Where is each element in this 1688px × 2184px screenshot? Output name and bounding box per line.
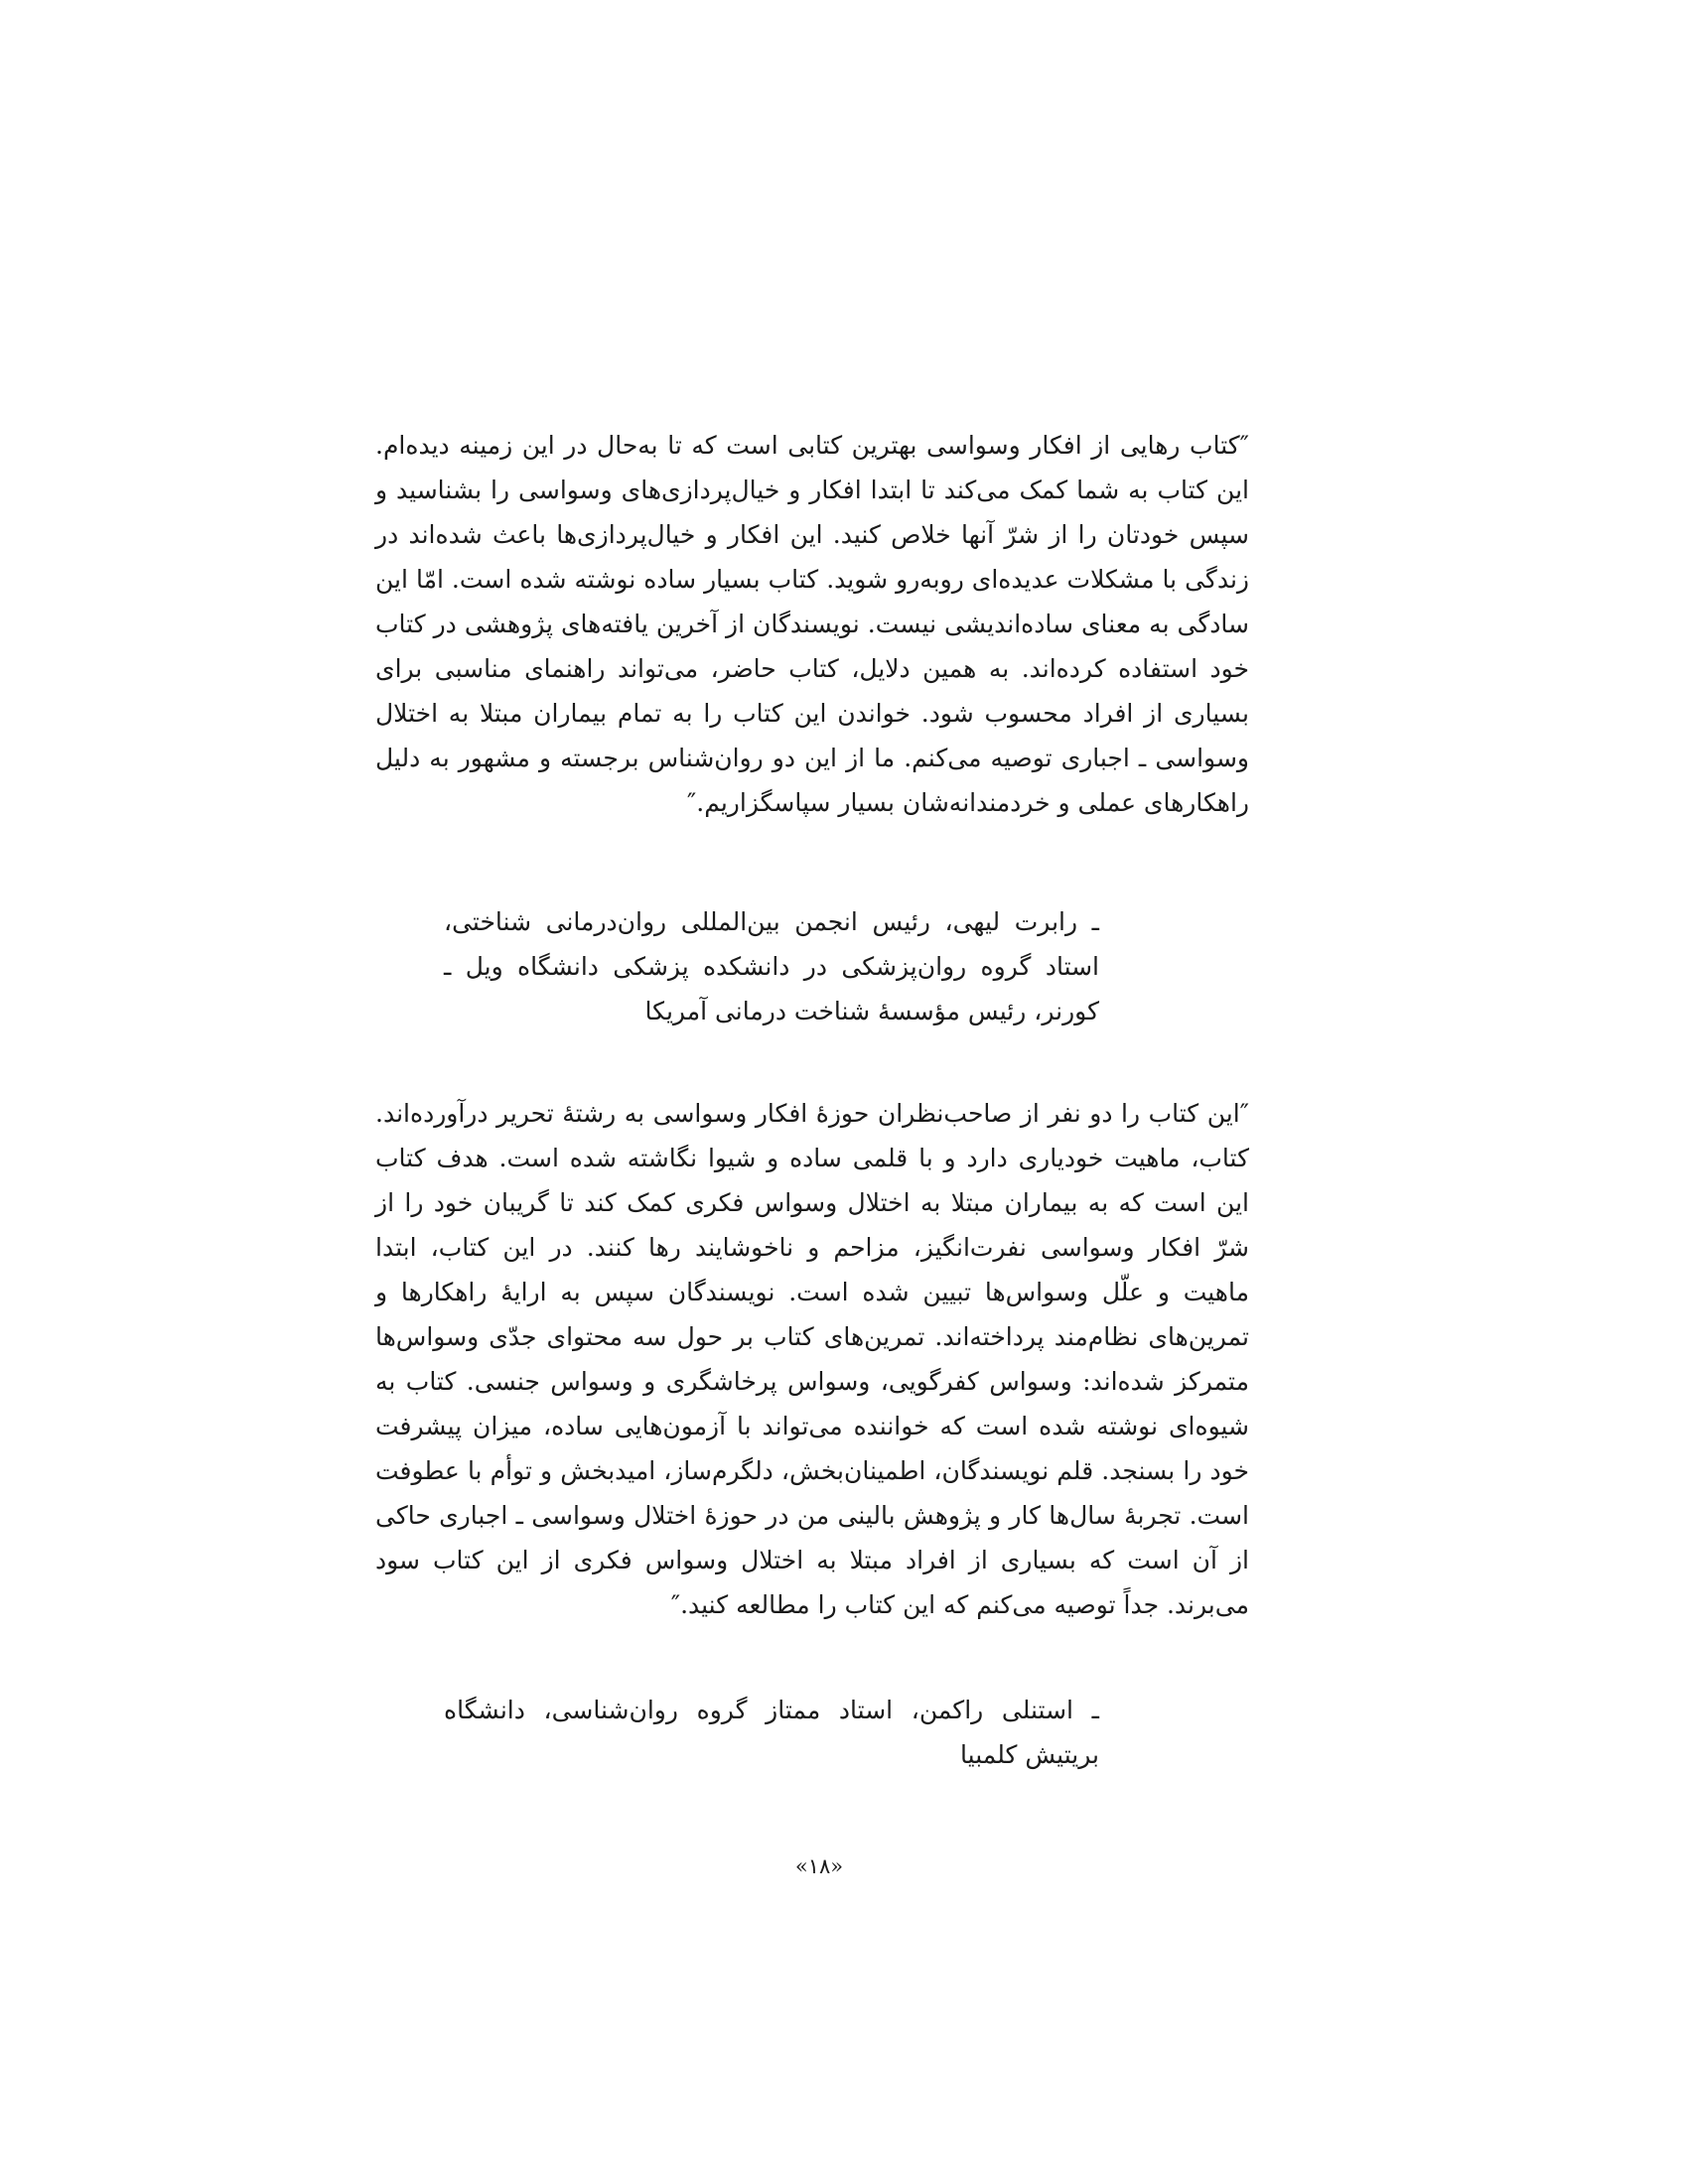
endorsement-quote-1: ″کتاب رهایی از افکار وسواسی بهترین کتابی است که تا به‌حال در این زمینه دیده‌ام. این کتاب به شما کمک می‌کند تا ابتدا افکار و خیال‌پردازی‌های وسواسی را بشناسید و سپس خودتان را از شرّ آنها خلاص کنید. این افکار و خیال‌پردازی‌ها باعث شده‌اند در زندگی با مشکلات عدیده‌ای روبه‌رو شوید. کتاب بسیار ساده نوشته شده است. امّا این سادگی به معنای ساده‌اندیشی نیست. نویسندگان از آخرین یافته‌های پژوهشی در کتاب خود استفاده کرده‌اند. به همین دلایل، کتاب حاضر، می‌تواند راهنمای مناسبی برای بسیاری از افراد محسوب شود. خواندن این کتاب را به تمام بیماران مبتلا به اختلال وسواسی ـ اجباری توصیه می‌کنم. ما از این دو روان‌شناس برجسته و مشهور به دلیل راهکارهای عملی و خردمندانه‌شان بسیار سپاسگزاریم.″ <box>375 431 1249 817</box>
page-number: «۱۸» <box>794 1854 844 1878</box>
endorsement-attribution-1: ـ رابرت لیهی، رئیس انجمن بین‌المللی روان‌درمانی شناختی، استاد گروه روان‌پزشکی در دانشکده پزشکی دانشگاه ویل ـ کورنر، رئیس مؤسسهٔ شناخت درمانی آمریکا <box>444 907 1099 1025</box>
endorsement-quote-2: ″این کتاب را دو نفر از صاحب‌نظران حوزهٔ افکار وسواسی به رشتهٔ تحریر درآورده‌اند. کتاب، ماهیت خودیاری دارد و با قلمی ساده و شیوا نگاشته شده است. هدف کتاب این است که به بیماران مبتلا به اختلال وسواس فکری کمک کند تا گریبان خود را از شرّ افکار وسواسی نفرت‌انگیز، مزاحم و ناخوشایند رها کنند. در این کتاب، ابتدا ماهیت و علّل وسواس‌ها تبیین شده است. نویسندگان سپس به ارایهٔ راهکارها و تمرین‌های نظام‌مند پرداخته‌اند. تمرین‌های کتاب بر حول سه محتوای جدّی وسواس‌ها متمرکز شده‌اند: وسواس کفرگویی، وسواس پرخاشگری و وسواس جنسی. کتاب به شیوه‌ای نوشته شده است که خواننده می‌تواند با آزمون‌هایی ساده، میزان پیشرفت خود را بسنجد. قلم نویسندگان، اطمینان‌بخش، دلگرم‌ساز، امیدبخش و توأم با عطوفت است. تجربهٔ سال‌ها کار و پژوهش بالینی من در حوزهٔ اختلال وسواسی ـ اجباری حاکی از آن است که بسیاری از افراد مبتلا به اختلال وسواس فکری از این کتاب سود می‌برند. جداً توصیه می‌کنم که این کتاب را مطالعه کنید.″ <box>375 1099 1249 1619</box>
endorsement-attribution-2: ـ استنلی راکمن، استاد ممتاز گروه روان‌شناسی، دانشگاه بریتیش کلمبیا <box>444 1696 1099 1769</box>
